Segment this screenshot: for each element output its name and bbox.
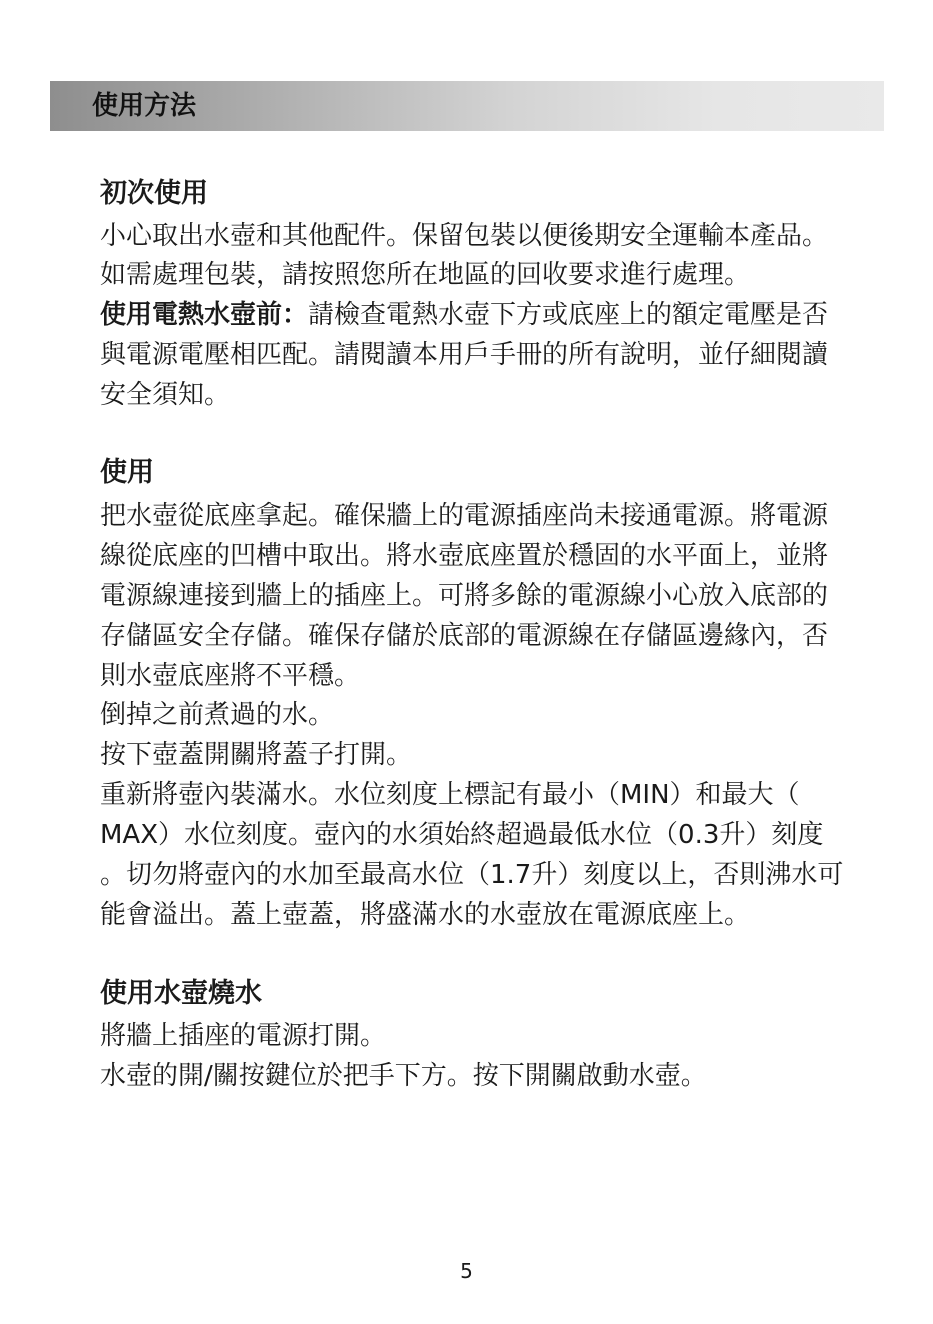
- bold-lead-text: 使用電熱水壺前：: [100, 300, 309, 330]
- page-title: 使用方法: [92, 91, 197, 121]
- paragraph-line: [100, 297, 828, 333]
- paragraph-line: 水壺的開/關按鍵位於把手下方。按下開關啟動水壺。: [100, 1061, 707, 1091]
- section-heading-boil-water: 使用水壺燒水: [100, 978, 262, 1009]
- paragraph-line: 如需處理包裝，請按照您所在地區的回收要求進行處理。: [100, 260, 751, 290]
- paragraph-line: 。切勿將壺內的水加至最高水位（1.7升）刻度以上，否則沸水可: [100, 860, 844, 890]
- page-number: 5: [460, 1259, 473, 1283]
- paragraph-line: 與電源電壓相匹配。請閱讀本用戶手冊的所有說明，並仔細閱讀: [100, 340, 829, 370]
- paragraph-line: 則水壺底座將不平穩。: [100, 661, 361, 691]
- paragraph-line: MAX）水位刻度。壺內的水須始終超過最低水位（0.3升）刻度: [100, 820, 824, 850]
- paragraph-line-text: 請檢查電熱水壺下方或底座上的額定電壓是否: [308, 300, 829, 330]
- paragraph-line: 存儲區安全存儲。確保存儲於底部的電源線在存儲區邊緣內，否: [100, 621, 829, 651]
- paragraph-line: 倒掉之前煮過的水。: [100, 700, 335, 730]
- section-heading-first-use: 初次使用: [100, 178, 208, 209]
- paragraph-line: 按下壺蓋開關將蓋子打開。: [100, 740, 413, 770]
- paragraph-line: 能會溢出。蓋上壺蓋，將盛滿水的水壺放在電源底座上。: [100, 900, 751, 930]
- paragraph-line: 小心取出水壺和其他配件。保留包裝以便後期安全運輸本產品。: [100, 221, 829, 251]
- paragraph-line: 線從底座的凹槽中取出。將水壺底座置於穩固的水平面上，並將: [100, 541, 829, 571]
- paragraph-line: 將牆上插座的電源打開。: [100, 1021, 387, 1051]
- paragraph-line: 重新將壺內裝滿水。水位刻度上標記有最小（MIN）和最大（: [100, 780, 800, 810]
- paragraph-line: 電源線連接到牆上的插座上。可將多餘的電源線小心放入底部的: [100, 581, 829, 611]
- paragraph-line: 安全須知。: [100, 380, 231, 410]
- section-heading-use: 使用: [100, 457, 154, 488]
- paragraph-line: 把水壺從底座拿起。確保牆上的電源插座尚未接通電源。將電源: [100, 501, 829, 531]
